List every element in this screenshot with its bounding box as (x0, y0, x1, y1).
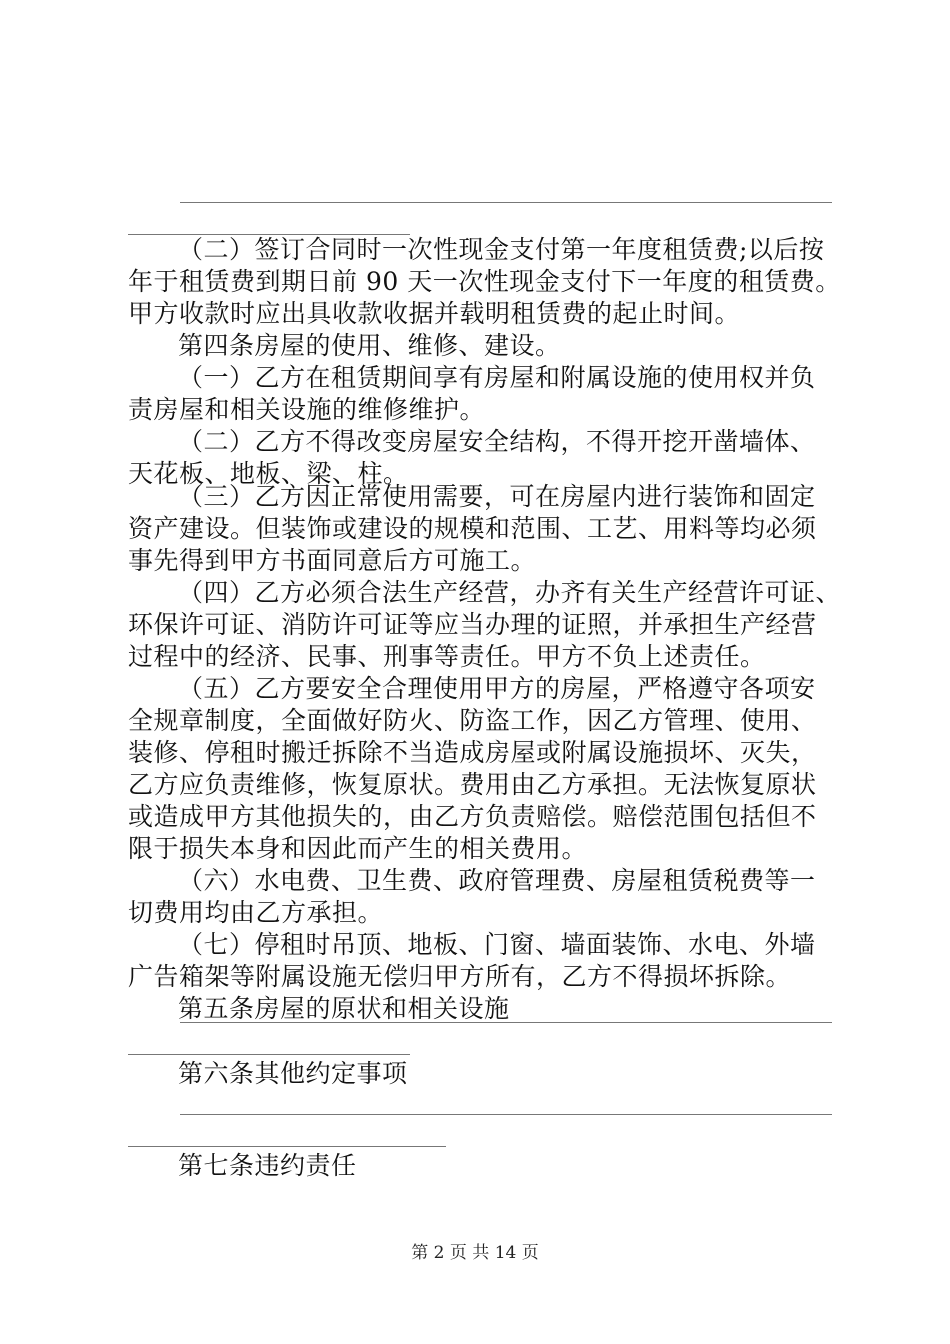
paragraph-line: 或造成甲方其他损失的，由乙方负责赔偿。赔偿范围包括但不 (128, 802, 817, 831)
paragraph-line: （三）乙方因正常使用需要，可在房屋内进行装饰和固定 (178, 482, 816, 511)
paragraph-line: 责房屋和相关设施的维修维护。 (128, 395, 486, 424)
paragraph-line: 甲方收款时应出具收款收据并载明租赁费的起止时间。 (128, 299, 741, 328)
blank-rule (180, 1022, 832, 1023)
paragraph-line: （六）水电费、卫生费、政府管理费、房屋租赁税费等一 (178, 866, 816, 895)
paragraph-line: 乙方应负责维修，恢复原状。费用由乙方承担。无法恢复原状 (128, 770, 817, 799)
section-heading: 第四条房屋的使用、维修、建设。 (178, 331, 561, 360)
blank-rule (128, 1054, 410, 1055)
paragraph-line: （五）乙方要安全合理使用甲方的房屋，严格遵守各项安 (178, 674, 816, 703)
paragraph-line: 资产建设。但装饰或建设的规模和范围、工艺、用料等均必须 (128, 514, 817, 543)
paragraph-line: 切费用均由乙方承担。 (128, 898, 384, 927)
paragraph-line: 过程中的经济、民事、刑事等责任。甲方不负上述责任。 (128, 642, 766, 671)
paragraph-line: 事先得到甲方书面同意后方可施工。 (128, 546, 537, 575)
paragraph-line: 限于损失本身和因此而产生的相关费用。 (128, 834, 588, 863)
blank-rule (128, 1146, 446, 1147)
paragraph-line: 全规章制度，全面做好防火、防盗工作，因乙方管理、使用、 (128, 706, 817, 735)
blank-rule (180, 202, 832, 203)
section-heading: 第五条房屋的原状和相关设施 (178, 994, 510, 1023)
paragraph-line: 环保许可证、消防许可证等应当办理的证照，并承担生产经营 (128, 610, 817, 639)
section-heading: 第六条其他约定事项 (178, 1059, 408, 1088)
paragraph-line: （四）乙方必须合法生产经营，办齐有关生产经营许可证、 (178, 578, 842, 607)
paragraph-line: （一）乙方在租赁期间享有房屋和附属设施的使用权并负 (178, 363, 816, 392)
page-footer: 第 2 页 共 14 页 (411, 1243, 539, 1263)
blank-rule (180, 1114, 832, 1115)
paragraph-line: 广告箱架等附属设施无偿归甲方所有，乙方不得损坏拆除。 (128, 962, 792, 991)
paragraph-line: 年于租赁费到期日前 90 天一次性现金支付下一年度的租赁费。 (128, 267, 841, 296)
paragraph-line: （二）签订合同时一次性现金支付第一年度租赁费;以后按 (178, 235, 825, 264)
paragraph-line: （七）停租时吊顶、地板、门窗、墙面装饰、水电、外墙 (178, 930, 816, 959)
section-heading: 第七条违约责任 (178, 1151, 357, 1180)
paragraph-line: 装修、停租时搬迁拆除不当造成房屋或附属设施损坏、灭失， (128, 738, 817, 767)
paragraph-line: （二）乙方不得改变房屋安全结构，不得开挖开凿墙体、 (178, 427, 816, 456)
paragraph-line: 天花板、地板、梁、柱。 (128, 459, 409, 488)
